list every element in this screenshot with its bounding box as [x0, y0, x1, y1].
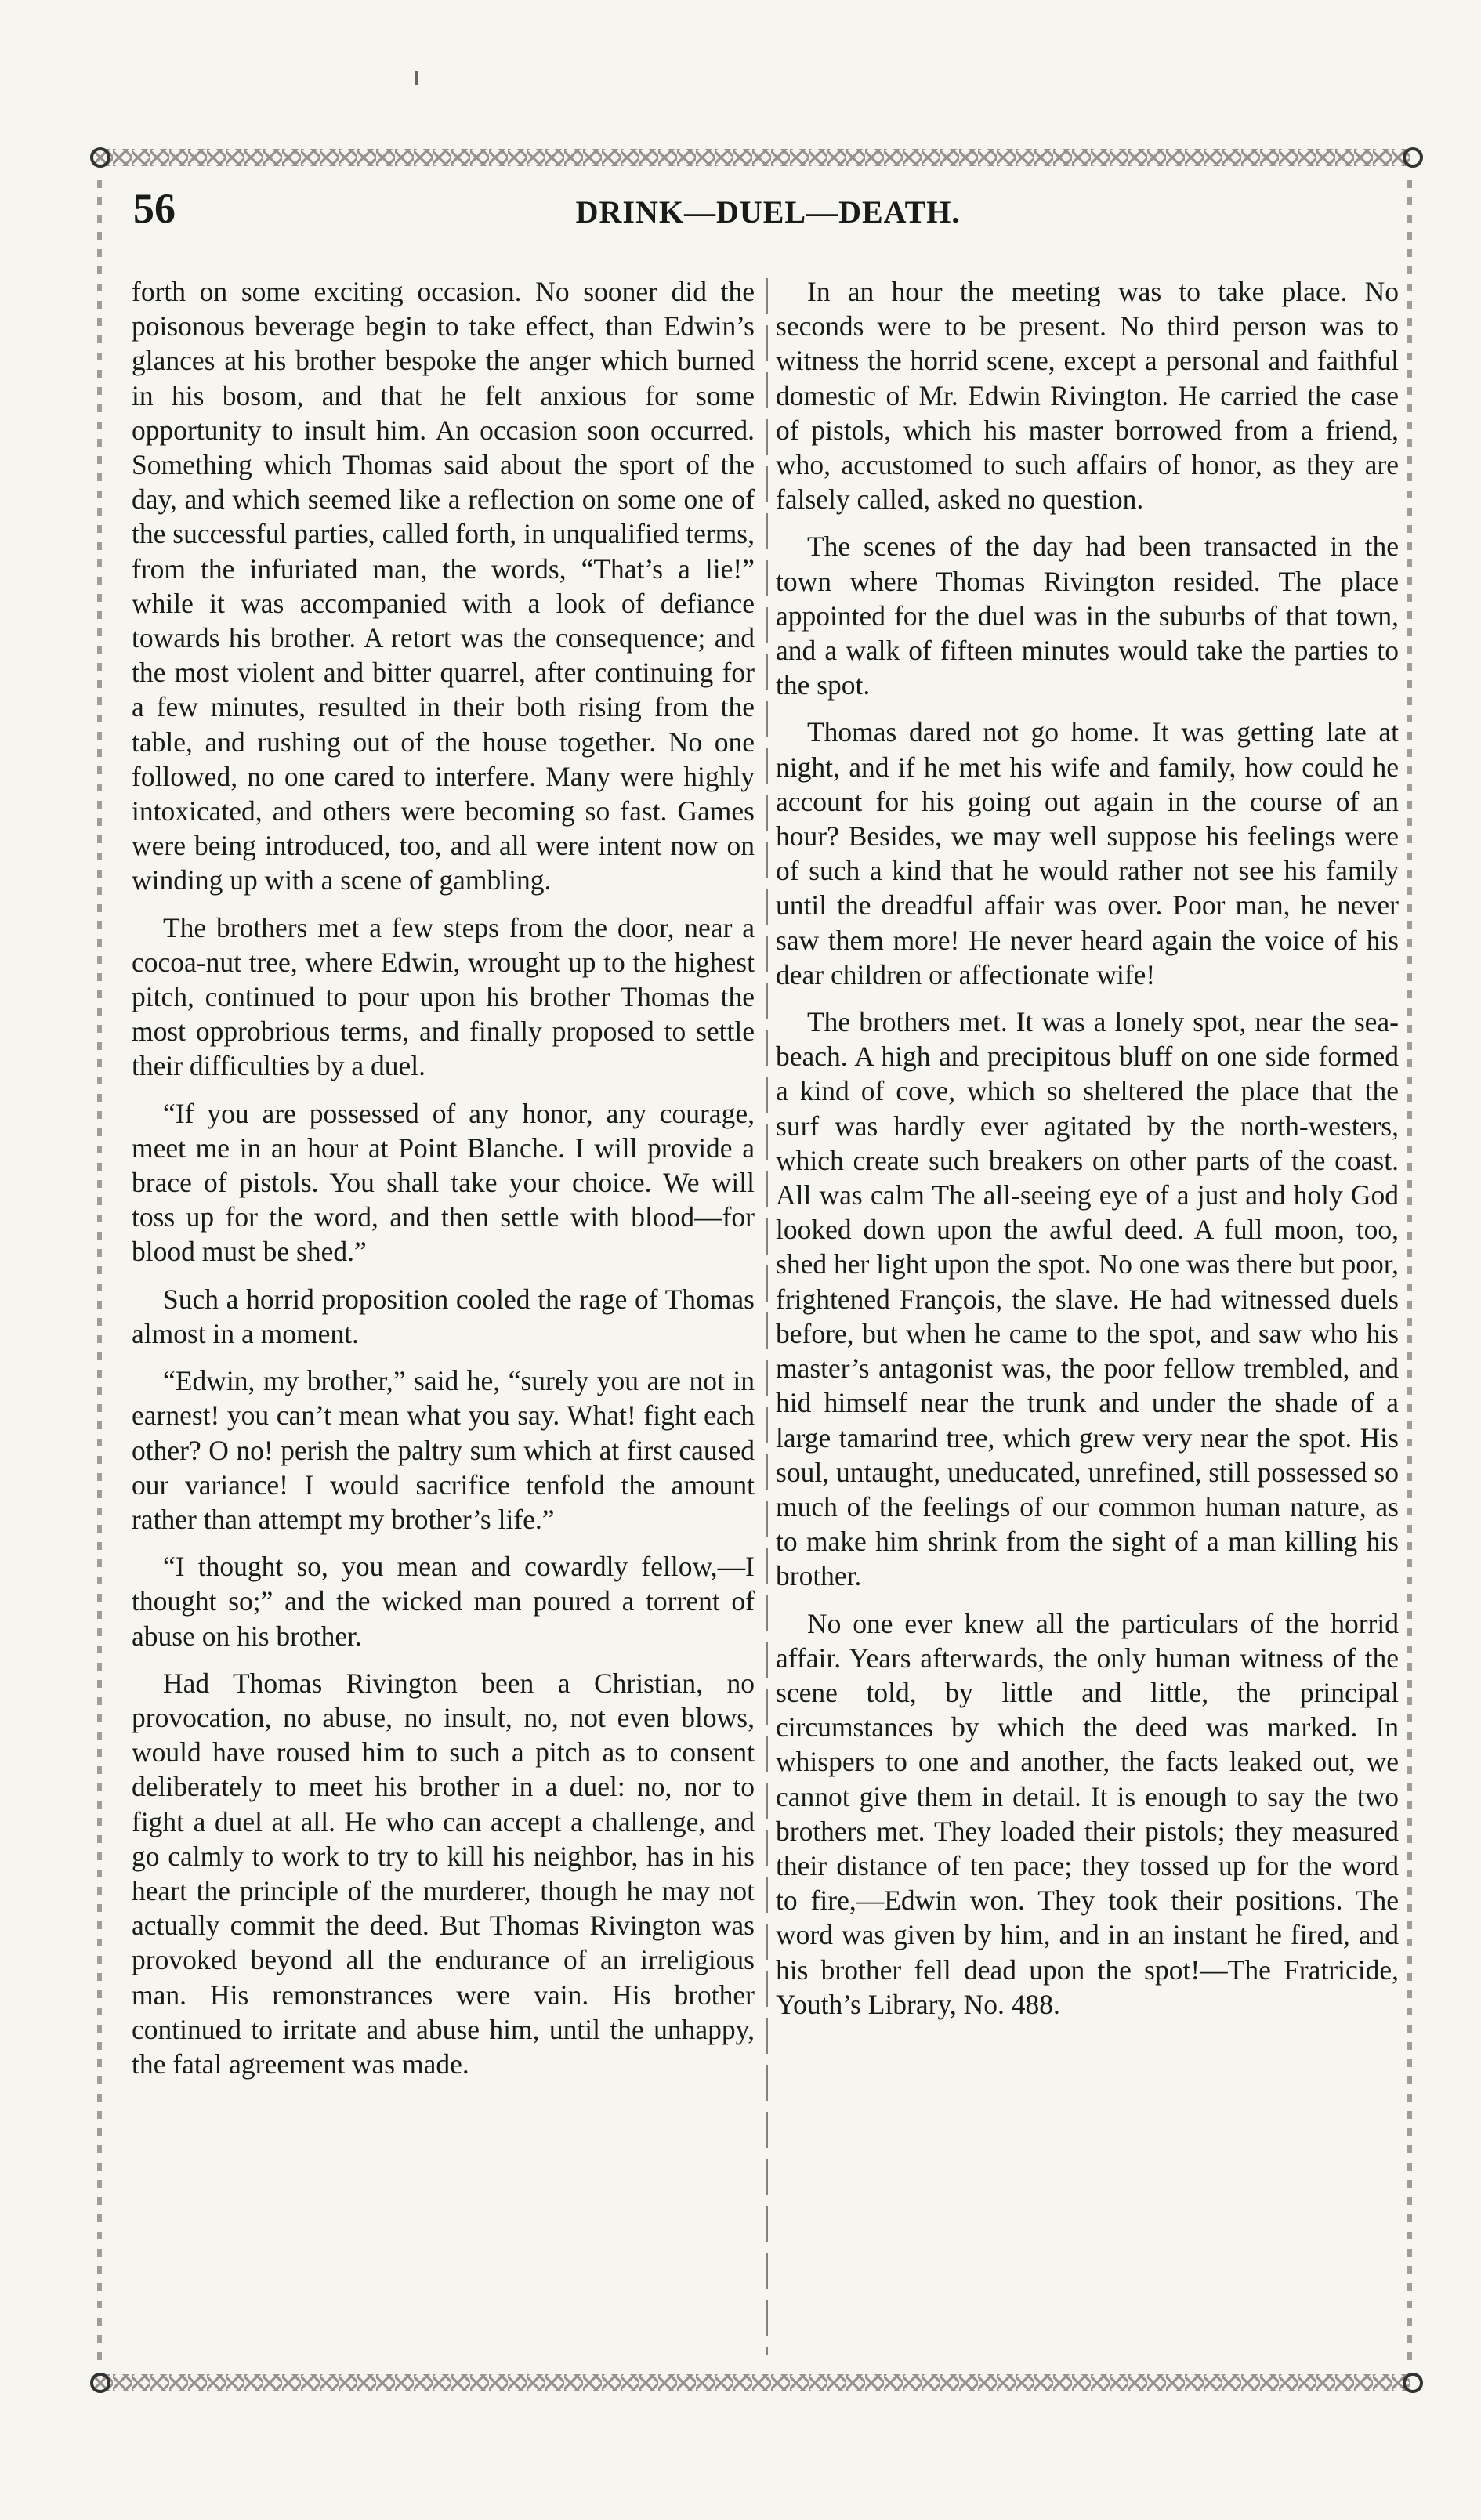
running-title: DRINK—DUEL—DEATH.: [575, 194, 961, 230]
top-ornamental-border: [94, 149, 1410, 166]
paragraph: “If you are possessed of any honor, any courage, meet me in an hour at Point Blanche. I will provide a brace of pistols. You shall take your choice. We will toss up for the word, and then settle with blood—for blood must be shed.”: [132, 1097, 755, 1268]
paragraph: No one ever knew all the particulars of the horrid affair. Years afterwards, the only human witness of the scene told, by little and little, the principal circumstances by which the deed was marked. In whispers to one and another, the facts leaked out, we cannot give them in detail. It is enough to say the two brothers met. They loaded their pistols; they measured their distance of ten pace; they tossed up for the word to fire,—Edwin won. They took their positions. The word was given by him, and in an instant he fired, and his brother fell dead upon the spot!—The Fratricide, Youth’s Library, No. 488.: [776, 1607, 1399, 2020]
paragraph: Such a horrid proposition cooled the rage of Thomas almost in a moment.: [132, 1283, 755, 1349]
page-number: 56: [133, 185, 176, 232]
paragraph: “I thought so, you mean and cowardly fellow,—I thought so;” and the wicked man poured a torrent of abuse on his brother.: [132, 1551, 755, 1652]
paragraph: Had Thomas Rivington been a Christian, no provocation, no abuse, no insult, no, not even blows, would have roused him to such a pitch as to consent deliberately to meet his brother in a duel: no, nor to fight a duel at all. He who can accept a challenge, and go calmly to work to try to kill his neighbor, has in his heart the principle of the murderer, though he may not actually commit the deed. But Thomas Rivington was provoked beyond all the endurance of an irreligious man. His remonstrances were vain. His brother continued to irritate and abuse him, until the unhappy, the fatal agreement was made.: [132, 1667, 755, 2080]
left-column: [132, 274, 755, 2359]
right-column: [776, 274, 1399, 2359]
corner-ornament-bottom-left: [90, 2373, 110, 2393]
paragraph: forth on some exciting occasion. No sooner did the poisonous beverage begin to take effect, than Edwin’s glances at his brother bespoke the anger which burned in his bosom, and that he felt anxious for some opportunity to insult him. An occasion soon occurred. Something which Thomas said about the sport of the day, and which seemed like a reflection on some one of the successful parties, called forth, in unqualified terms, from the infuriated man, the words, “That’s a lie!” while it was accompanied with a look of defiance towards his brother. A retort was the consequence; and the most violent and bitter quarrel, after continuing for a few minutes, resulted in their both rising from the table, and rushing out of the house together. No one followed, no one cared to interfere. Many were highly intoxicated, and others were becoming so fast. Games were being introduced, too, and all were intent now on winding up with a scene of gambling.: [132, 276, 755, 896]
corner-ornament-top-left: [90, 147, 110, 168]
column-divider: [766, 278, 768, 2355]
corner-ornament-top-right: [1403, 147, 1423, 168]
right-ornamental-border: [1407, 180, 1412, 2366]
paragraph: The brothers met. It was a lonely spot, near the sea-beach. A high and precipitous bluff on one side formed a kind of cove, which so sheltered the place that the surf was hardly ever agitated by the north-westers, which create such breakers on other parts of the coast. All was calm The all-seeing eye of a just and holy God looked down upon the awful deed. A full moon, too, shed her light upon the spot. No one was there but poor, frightened François, the slave. He had witnessed duels before, but when he came to the spot, and saw who his master’s antagonist was, the poor fellow trembled, and hid himself near the trunk and under the shade of a large tamarind tree, which grew very near the spot. His soul, untaught, uneducated, unrefined, still possessed so much of the feelings of our common human nature, as to make him shrink from the sight of a man killing his brother.: [776, 1006, 1399, 1592]
paragraph: The brothers met a few steps from the door, near a cocoa-nut tree, where Edwin, wrought up to the highest pitch, continued to pour upon his brother Thomas the most opprobrious terms, and finally proposed to settle their difficulties by a duel.: [132, 911, 755, 1082]
scan-speck: [415, 71, 418, 85]
bottom-ornamental-border: [94, 2374, 1410, 2391]
paragraph: “Edwin, my brother,” said he, “surely you are not in earnest! you can’t mean what you say. What! fight each other? O no! perish the paltry sum which at first caused our variance! I would sacrifice tenfold the amount rather than attempt my brother’s life.”: [132, 1365, 755, 1535]
page-header: [125, 184, 1410, 247]
corner-ornament-bottom-right: [1403, 2373, 1423, 2393]
paragraph: In an hour the meeting was to take place. No seconds were to be present. No third person was to witness the horrid scene, except a personal and faithful domestic of Mr. Edwin Rivington. He carried the case of pistols, which his master borrowed from a friend, who, accustomed to such affairs of honor, as they are falsely called, asked no question.: [776, 276, 1399, 516]
paragraph: Thomas dared not go home. It was getting late at night, and if he met his wife and family, how could he account for his going out again in the course of an hour? Besides, we may well suppose his feelings were of such a kind that he would rather not see his family until the dreadful affair was over. Poor man, he never saw them more! He never heard again the voice of his dear children or affectionate wife!: [776, 716, 1399, 990]
paragraph: The scenes of the day had been transacted in the town where Thomas Rivington resided. The place appointed for the duel was in the suburbs of that town, and a walk of fifteen minutes would take the parties to the spot.: [776, 530, 1399, 701]
left-ornamental-border: [97, 180, 102, 2366]
